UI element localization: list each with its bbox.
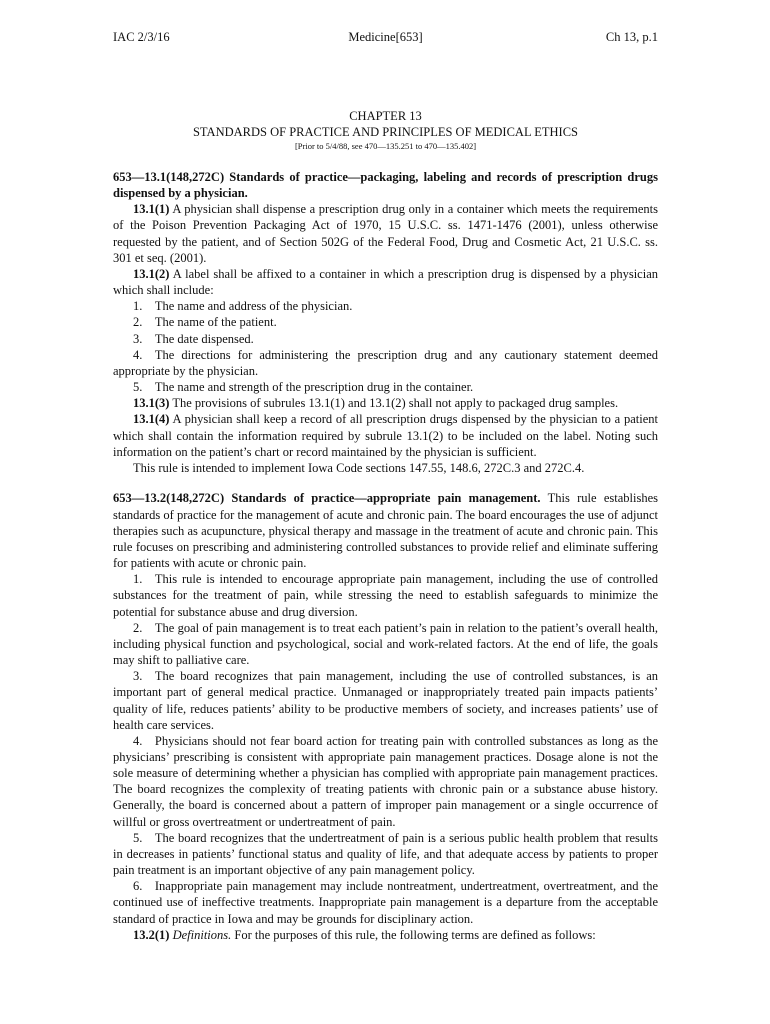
header-date: IAC 2/3/16 [113,30,170,44]
subrule-text: The provisions of subrules 13.1(1) and 13.1(2) shall not apply to packaged drug samples. [169,396,619,411]
list-item: 1. This rule is intended to encourage appropriate pain management, including the use of controlled substances for the treatment of pain, while stressing the need to establish safeguards to minimize the potential for substance abuse and drug diversion. [113,572,658,619]
header-page-number: Ch 13, p.1 [605,30,658,44]
list-item: 3. The board recognizes that pain management, including the use of controlled substances, is an important part of general medical practice. Unmanaged or inappropriately treated pain impacts patients’ quality of life, reduces patients’ ability to be productive members of society, and increases patients’ use of health care services. [113,669,658,732]
list-item: 2. The goal of pain management is to treat each patient’s pain in relation to the patient’s overall health, including physical function and psychological, social and work-related factors. At the end of life, the goals may shift to palliative care. [113,620,658,668]
list-item: 2. The name of the patient. [133,315,277,330]
header-agency: Medicine[653] [348,30,423,44]
definitions-label: Definitions. [172,927,232,942]
list-item: 5. The name and strength of the prescription drug in the container. [133,380,474,395]
implementation-note: This rule is intended to implement Iowa Code sections 147.55, 148.6, 272C.3 and 272C.4. [133,460,585,475]
list-item: 4. Physicians should not fear board action for treating pain with controlled substances as long as the physicians’ prescribing is consistent with appropriate pain management practices. Dosage alone is not the sole measure of determining whether a physician has complied with appropriate pain management practices. The board recognizes the complexity of treating patients with chronic pain or a substance abuse history. Generally, the board is concerned about a pattern of improper pain management or a single occurrence of willful or gross overtreatment or undertreatment of pain. [113,733,658,829]
subrule-text: A physician shall keep a record of all prescription drugs dispensed by the physician to a patient which shall contain the information required by subrule 13.1(2) to be included on the label. Noting such information on the patient’s chart or record maintained by the physician is sufficient. [113,412,658,459]
list-item: 4. The directions for administering the prescription drug and any cautionary statement deemed appropriate by the physician. [113,347,658,378]
chapter-label: CHAPTER 13 [349,109,422,123]
document-page [113,30,658,943]
list-item: 3. The date dispensed. [133,331,254,346]
subrule-13-1-1 [113,201,658,266]
chapter-title: STANDARDS OF PRACTICE AND PRINCIPLES OF MEDICAL ETHICS [192,125,579,139]
subrule-number: 13.1(3) [133,396,170,411]
list-item: 5. The board recognizes that the undertreatment of pain is a serious public health problem that results in decreases in patients’ functional status and quality of life, and that adequate access by patients to proper pain treatment is an important objective of any pain management policy. [113,830,658,878]
document-body [113,169,658,943]
subrule-number: 13.1(1) [133,202,170,217]
subrule-13-1-2 [113,266,658,298]
subrule-13-1-3 [113,395,658,411]
chapter-heading [113,108,658,152]
running-header [113,30,658,50]
rule-heading-text: 653—13.2(148,272C) Standards of practice—appropriate pain management. [113,491,541,506]
subrule-number: 13.1(4) [133,412,170,427]
subrule-number: 13.1(2) [133,266,170,281]
subrule-text: A physician shall dispense a prescription drug only in a container which meets the requirements of the Poison Prevention Packaging Act of 1970, 15 U.S.C. ss. 1471-1476 (2001), unless otherwise requested by the patient, and of Section 502G of the Federal Food, Drug and Cosmetic Act, 21 U.S.C. ss. 301 et seq. (2001). [113,202,658,265]
subrule-text: A label shall be affixed to a container in which a prescription drug is dispensed by a physician which shall include: [113,266,658,298]
subrule-text: For the purposes of this rule, the following terms are defined as follows: [231,927,596,942]
subrule-13-2-1 [113,927,658,943]
list-item: 6. Inappropriate pain management may include nontreatment, undertreatment, overtreatment, and the continued use of ineffective treatments. Inappropriate pain management is a departure from the acceptable standard of practice in Iowa and may be grounds for disciplinary action. [113,879,658,926]
chapter-prior-note: [Prior to 5/4/88, see 470—135.251 to 470—135.402] [294,141,477,151]
rule-13-1-heading [113,169,658,201]
subrule-13-1-4 [113,411,658,459]
rule-intro-text: This rule establishes standards of practice for the management of acute and chronic pain. The board encourages the use of adjunct therapies such as acupuncture, physical therapy and massage in the treatment of acute and chronic pain. This rule focuses on prescribing and administering controlled substances to provide relief and eliminate suffering for patients with acute or chronic pain. [113,491,659,571]
list-item: 1. The name and address of the physician. [133,299,353,314]
rule-13-2-intro [113,490,658,571]
rule-heading-text: 653—13.1(148,272C) Standards of practice—packaging, labeling and records of prescription drugs dispensed by a physician. [113,170,658,201]
subrule-number: 13.2(1) [133,927,170,942]
